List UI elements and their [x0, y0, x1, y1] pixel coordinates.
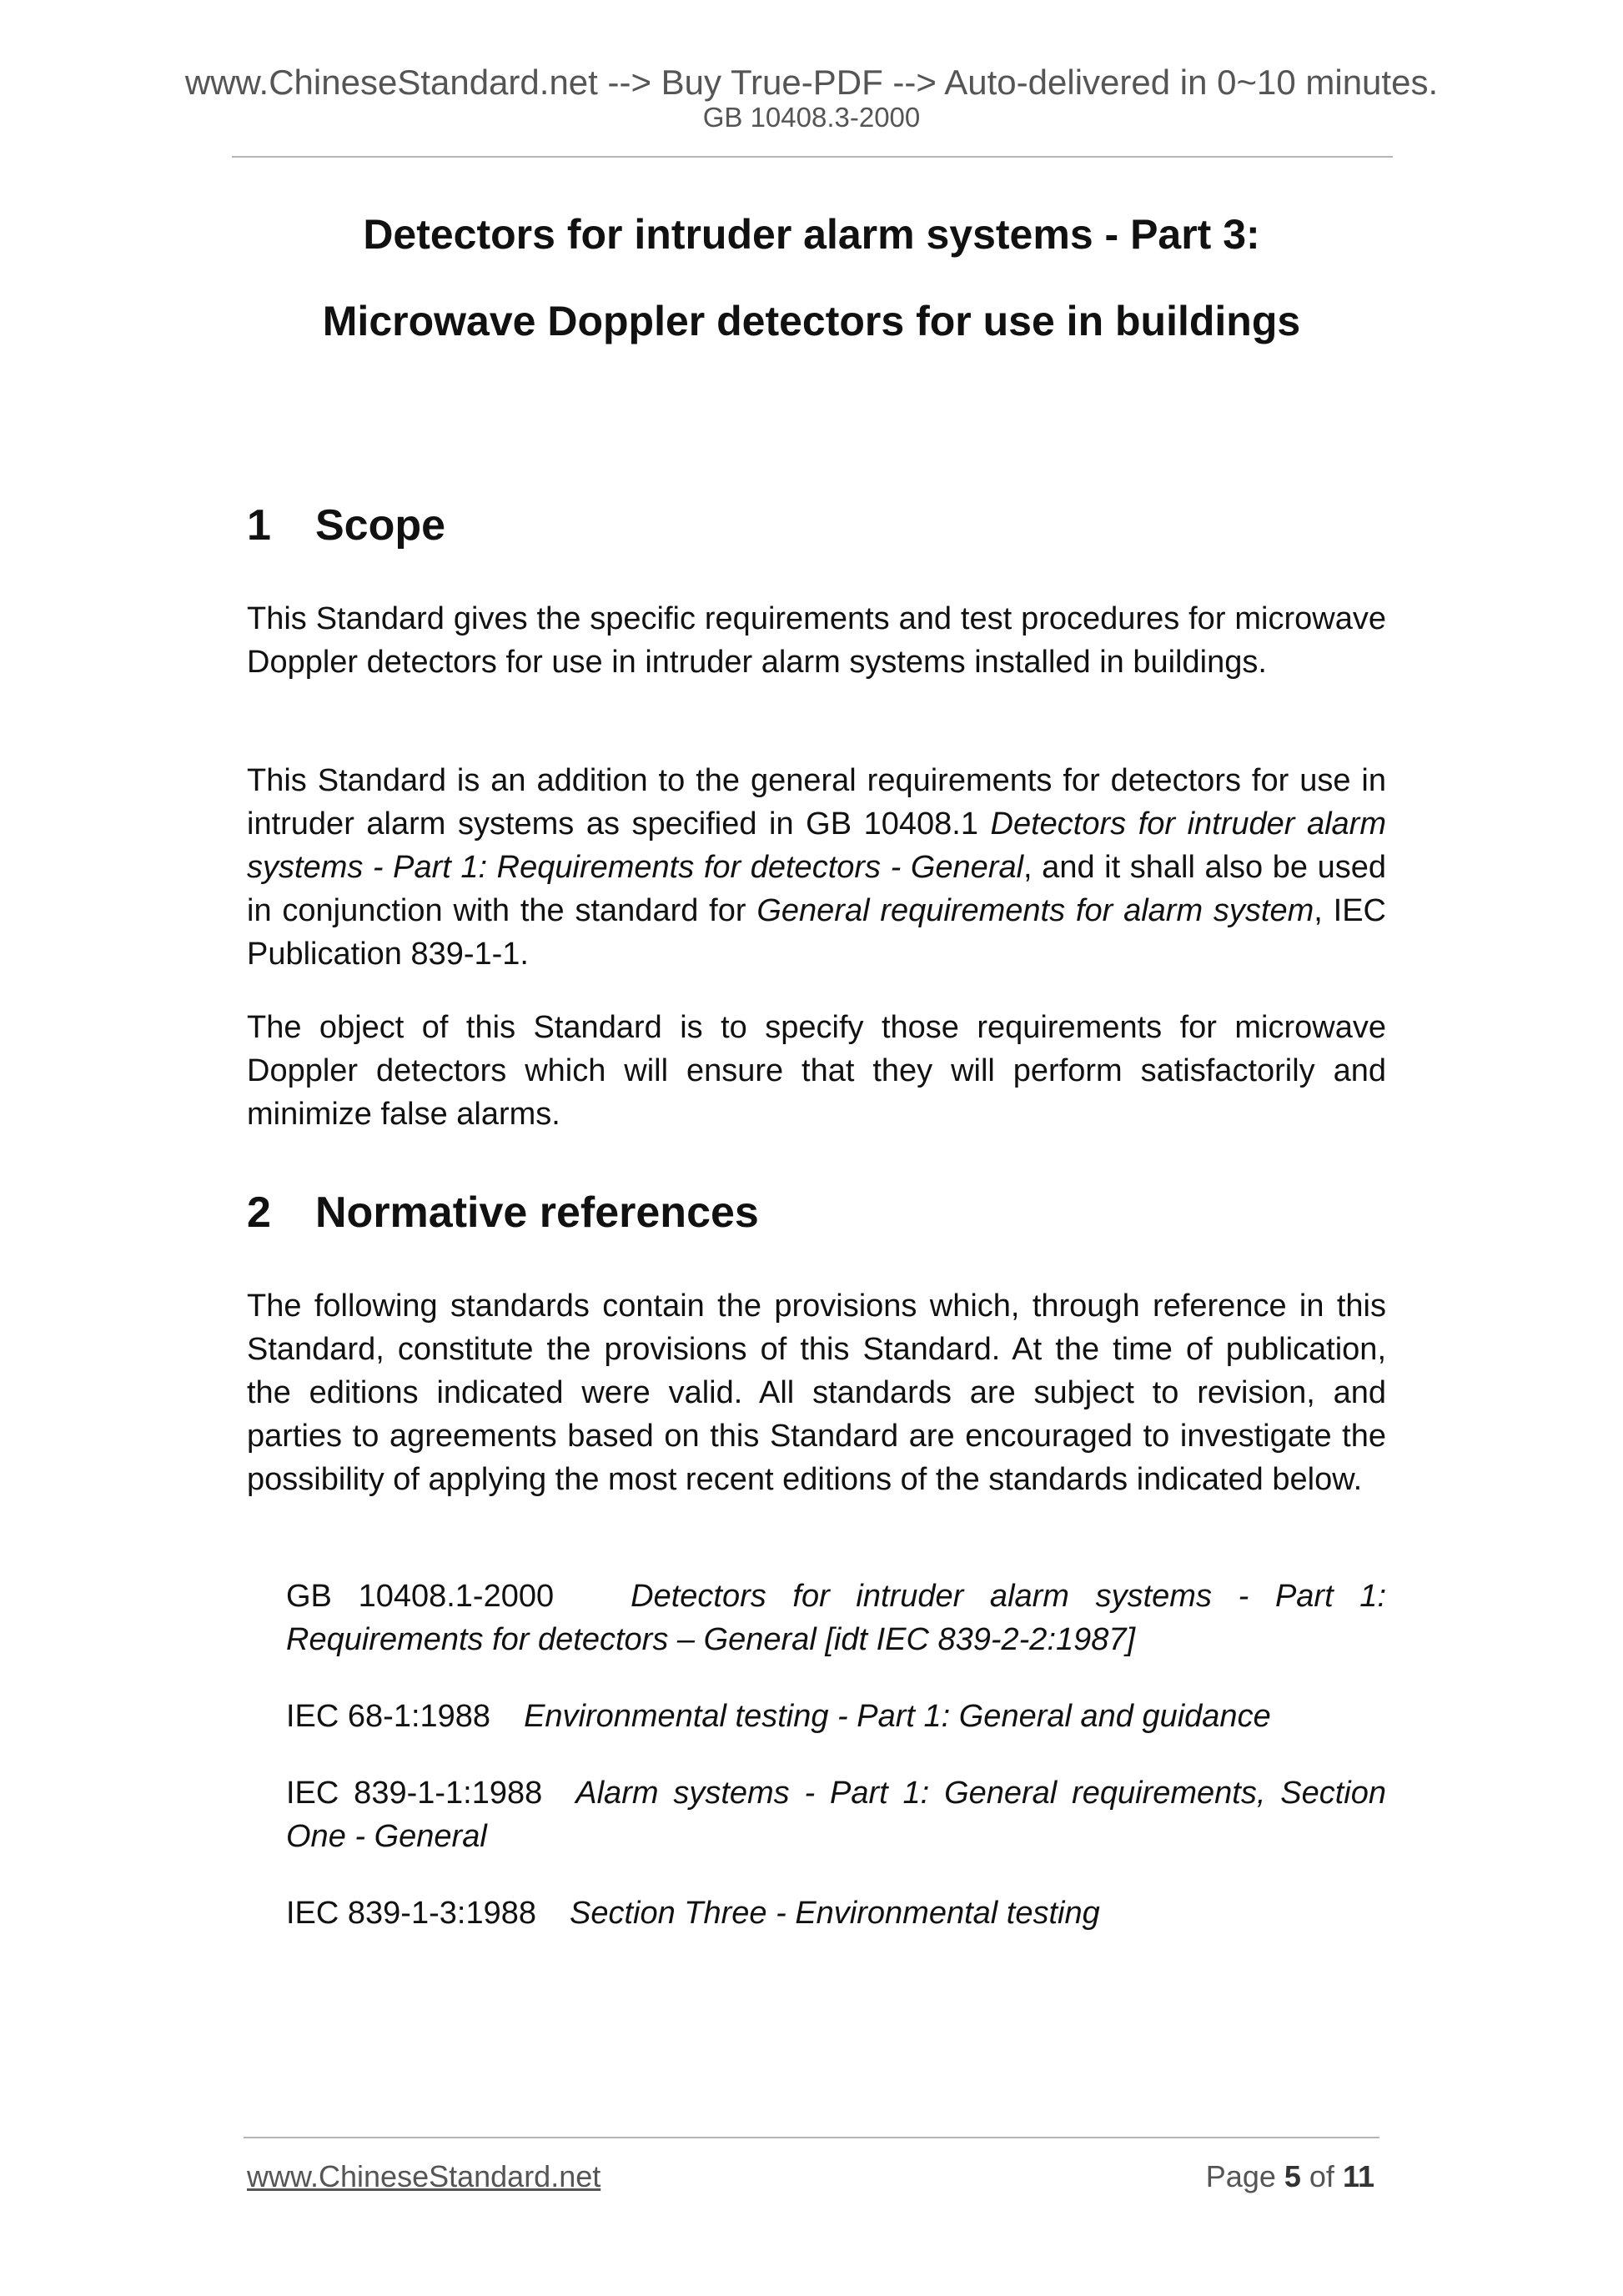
paragraph-text: , IEC Publication 839-1-1.: [247, 893, 1386, 972]
reference-item: [286, 1575, 1386, 1661]
section-title: Normative references: [315, 1188, 759, 1237]
normative-paragraph-1: The following standards contain the provisions which, through reference in this Standard, constitute the provisions of this Standard. At the time of publication, the editions indicated were valid. All standards are subject to revision, and parties to agreements based on this Standard are encouraged to investigate the possibility of applying the most recent editions of the standards indicated below.: [247, 1289, 1386, 1497]
reference-item: [286, 1771, 1386, 1858]
reference-title: Environmental testing - Part 1: General and guidance: [524, 1699, 1271, 1734]
document-code: GB 10408.3-2000: [702, 102, 921, 133]
scope-paragraph-2: [247, 759, 1386, 976]
reference-code: GB 10408.1-2000: [286, 1579, 555, 1614]
footer-site-link[interactable]: www.ChineseStandard.net: [247, 2159, 601, 2193]
reference-item: [286, 1892, 1386, 1935]
paragraph-text: , and it shall also be used in conjunction with the standard for: [247, 850, 1386, 928]
scope-paragraph-1: This Standard gives the specific requirements and test procedures for microwave Doppler detectors for use in intruder alarm systems installed in buildings.: [247, 601, 1386, 680]
document-title-line-2: Microwave Doppler detectors for use in buildings: [322, 298, 1301, 344]
section-heading-scope: [247, 501, 446, 550]
header-divider: [232, 156, 1393, 158]
site-banner: www.ChineseStandard.net --> Buy True-PDF --> Auto-delivered in 0~10 minutes.: [184, 63, 1439, 102]
reference-code: IEC 68-1:1988: [286, 1699, 491, 1734]
page-indicator: [1205, 2159, 1374, 2193]
reference-item: [286, 1695, 1386, 1738]
section-title: Scope: [315, 501, 446, 550]
footer-divider: [244, 2137, 1379, 2138]
section-number: 2: [247, 1188, 271, 1237]
reference-title: Section Three - Environmental testing: [569, 1896, 1100, 1931]
reference-code: IEC 839-1-3:1988: [286, 1896, 536, 1931]
page-label: Page: [1205, 2159, 1284, 2193]
page-of-label: of: [1300, 2159, 1343, 2193]
page-current: 5: [1284, 2159, 1301, 2193]
document-title-line-1: Detectors for intruder alarm systems - Part 3:: [363, 211, 1260, 258]
section-number: 1: [247, 501, 271, 550]
reference-code: IEC 839-1-1:1988: [286, 1776, 543, 1811]
page-total: 11: [1342, 2159, 1374, 2193]
paragraph-text: This Standard is an addition to the general requirements for detectors for use in intruder alarm systems as specified in GB 10408.1: [247, 763, 1386, 842]
reference-title: Detectors for intruder alarm systems - Part 1: Requirements for detectors – General [idt IEC 839-2-2:1987]: [286, 1579, 1386, 1657]
reference-title: Alarm systems - Part 1: General requirements, Section One - General: [286, 1776, 1386, 1854]
section-heading-normative-references: [247, 1188, 759, 1237]
cited-title: Detectors for intruder alarm systems - Part 1: Requirements for detectors - General: [247, 806, 1386, 885]
cited-title: General requirements for alarm system: [756, 893, 1314, 928]
scope-paragraph-3: The object of this Standard is to specify those requirements for microwave Doppler detectors which will ensure that they will perform satisfactorily and minimize false alarms.: [247, 1010, 1386, 1132]
